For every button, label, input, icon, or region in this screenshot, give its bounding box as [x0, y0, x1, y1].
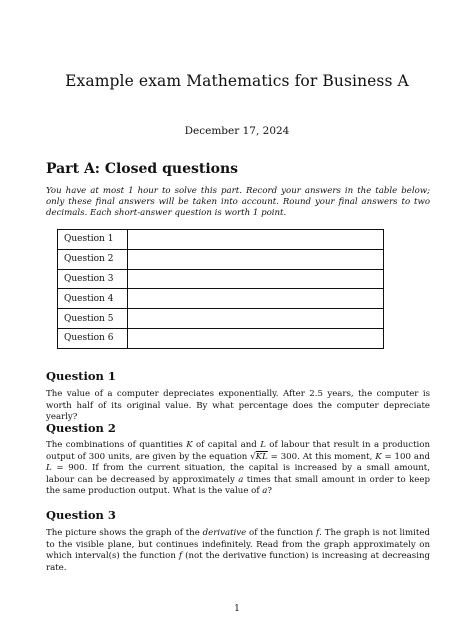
part-a-instructions: You have at most 1 hour to solve this part. Record your answers in the table below; only these final answers will be taken into account. Round your final answers to two decimals. Each short-answer question is worth 1 point.: [46, 186, 430, 219]
q2-text-part: . At this moment,: [297, 451, 376, 462]
equation-value: = 300: [267, 451, 298, 462]
q3-text-part: of the function: [246, 528, 316, 538]
sqrt-symbol: √: [250, 451, 256, 462]
answer-row-label: Question 2: [58, 249, 128, 269]
function-symbol: f: [315, 528, 320, 538]
answer-cell[interactable]: [128, 289, 384, 309]
answer-row-label: Question 4: [58, 289, 128, 309]
page-number: 1: [234, 604, 240, 614]
document-date: December 17, 2024: [184, 125, 290, 137]
answer-row-label: Question 5: [58, 309, 128, 329]
sqrt-radicand: KL: [255, 451, 268, 462]
question-3-text: [46, 528, 430, 574]
capital-symbol: K: [186, 440, 193, 450]
answer-row: [58, 249, 384, 269]
answer-row-label: Question 6: [58, 328, 128, 348]
answer-row-label: Question 1: [58, 230, 128, 250]
question-1-text: The value of a computer depreciates exponentially. After 2.5 years, the computer is worth half of its original value. By what percentage does the computer depreciate yearly?: [46, 389, 430, 423]
answer-cell[interactable]: [128, 249, 384, 269]
derivative-word: derivative: [202, 528, 247, 538]
capital-value: = 100: [381, 451, 411, 462]
answer-cell[interactable]: [128, 269, 384, 289]
question-2-text: [46, 440, 430, 498]
square-root-expression: [250, 452, 268, 462]
q2-text-part: times that small amount in order to keep the same production output. What is the value of: [46, 474, 430, 497]
answer-row: [58, 289, 384, 309]
question-2-heading: Question 2: [46, 421, 116, 435]
answer-table: [57, 229, 384, 349]
answer-cell[interactable]: [128, 230, 384, 250]
answer-row: [58, 230, 384, 250]
labour-symbol: L: [46, 463, 52, 474]
document-title: Example exam Mathematics for Business A: [65, 72, 409, 90]
answer-row: [58, 309, 384, 329]
factor-symbol: a: [262, 486, 268, 497]
q2-text-part: The combinations of quantities: [46, 440, 187, 450]
part-a-heading: Part A: Closed questions: [46, 161, 239, 177]
q2-text-part: and: [410, 451, 430, 462]
q2-text-part: . If from the current situation, the capital is increased by a small amount, labour can be decreased by approximately: [46, 463, 430, 485]
answer-row: [58, 328, 384, 348]
factor-symbol: a: [238, 474, 244, 485]
labour-symbol: L: [260, 440, 266, 450]
question-3-heading: Question 3: [46, 508, 116, 522]
q3-text-part: (not the derivative function) is increasing at decreasing rate.: [46, 551, 430, 573]
capital-symbol: K: [375, 451, 382, 462]
question-1-heading: Question 1: [46, 369, 116, 383]
answer-cell[interactable]: [128, 309, 384, 329]
answer-row: [58, 269, 384, 289]
function-symbol: f: [178, 551, 183, 562]
answer-row-label: Question 3: [58, 269, 128, 289]
q2-text-part: of capital and: [192, 440, 261, 450]
q3-text-part: . The graph is not limited to the visible plane, but continues indefinitely. Read from the graph approximately on which interval(s) the function: [46, 528, 430, 562]
answer-cell[interactable]: [128, 328, 384, 348]
q3-text-part: The picture shows the graph of the: [46, 528, 203, 538]
labour-value: = 900: [51, 463, 85, 474]
q2-text-part: ?: [267, 486, 272, 497]
q2-text-part: of labour that result in a production output of 300 units, are given by the equation: [46, 440, 430, 462]
